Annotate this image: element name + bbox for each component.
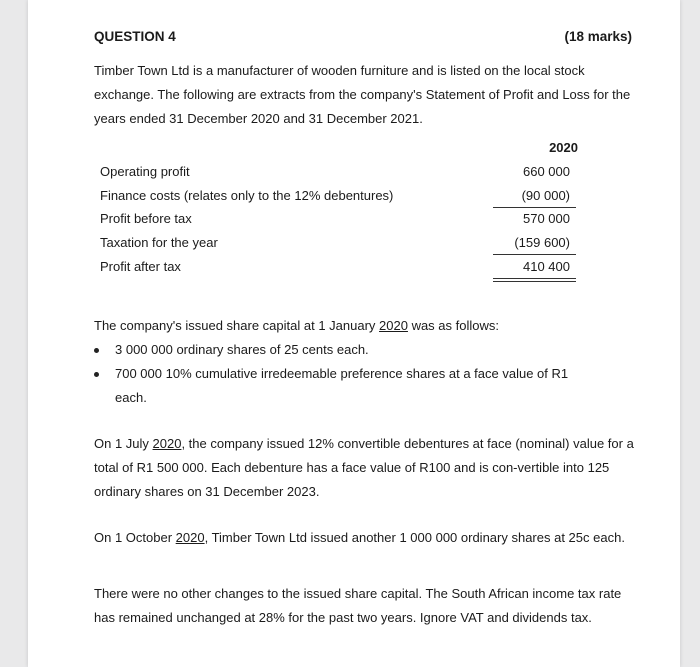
year-header: 2020	[549, 140, 578, 155]
row-label: Finance costs (relates only to the 12% debentures)	[100, 188, 394, 203]
question-marks: (18 marks)	[564, 29, 632, 44]
closing-paragraph: There were no other changes to the issued share capital. The South African income tax rate has remained unchanged at 28% for the past two years. Ignore VAT and dividends tax.	[94, 586, 622, 625]
row-value: 570 000	[523, 211, 570, 226]
share-capital-lead	[94, 314, 634, 338]
debentures-date: 2020	[152, 436, 182, 451]
question-title: QUESTION 4	[94, 29, 176, 44]
table-row	[100, 211, 570, 233]
issue-text: , Timber Town Ltd issued another 1 000 000 ordinary shares at 25c each.	[204, 530, 625, 545]
row-label: Taxation for the year	[100, 235, 218, 250]
row-label: Profit after tax	[100, 259, 181, 274]
share-capital-text: was as follows:	[407, 318, 499, 333]
issue-text: On 1 October	[94, 530, 176, 545]
intro-paragraph: Timber Town Ltd is a manufacturer of wooden furniture and is listed on the local stock exchange. The following are extracts from the company's Statement of Profit and Loss for the years ended 31 December 2020 and 31 December 2021.	[94, 63, 631, 126]
question-page	[28, 0, 680, 667]
row-label: Operating profit	[100, 164, 190, 179]
question-header	[94, 29, 632, 44]
total-rule	[493, 278, 576, 279]
table-row	[100, 259, 570, 281]
row-value: 410 400	[523, 259, 570, 274]
row-value: 660 000	[523, 164, 570, 179]
debentures-paragraph	[94, 432, 634, 504]
bullet-icon	[94, 348, 99, 353]
subtotal-rule	[493, 207, 576, 208]
bullet-text: 3 000 000 ordinary shares of 25 cents each.	[115, 342, 369, 357]
row-value: (90 000)	[521, 188, 570, 203]
bullet-icon	[94, 372, 99, 377]
issue-date: 2020	[175, 530, 205, 545]
table-row	[100, 164, 570, 186]
share-capital-date: 2020	[379, 318, 408, 333]
table-row	[100, 188, 570, 210]
row-value: (159 600)	[514, 235, 570, 250]
subtotal-rule	[493, 254, 576, 255]
total-rule	[493, 281, 576, 282]
table-row	[100, 235, 570, 257]
bullet-text: 700 000 10% cumulative irredeemable preference shares at a face value of R1 each.	[115, 366, 569, 405]
share-capital-text: The company's issued share capital at 1 January	[94, 318, 380, 333]
debentures-text: , the company issued 12% convertible debentures at face (nominal) value for a total of R1 500 000. Each debenture has a face value of R100 and is con-vertible into 125 ordinary shares on 31 December 2023.	[94, 436, 634, 499]
debentures-text: On 1 July	[94, 436, 153, 451]
share-issue-paragraph	[94, 526, 634, 550]
row-label: Profit before tax	[100, 211, 192, 226]
